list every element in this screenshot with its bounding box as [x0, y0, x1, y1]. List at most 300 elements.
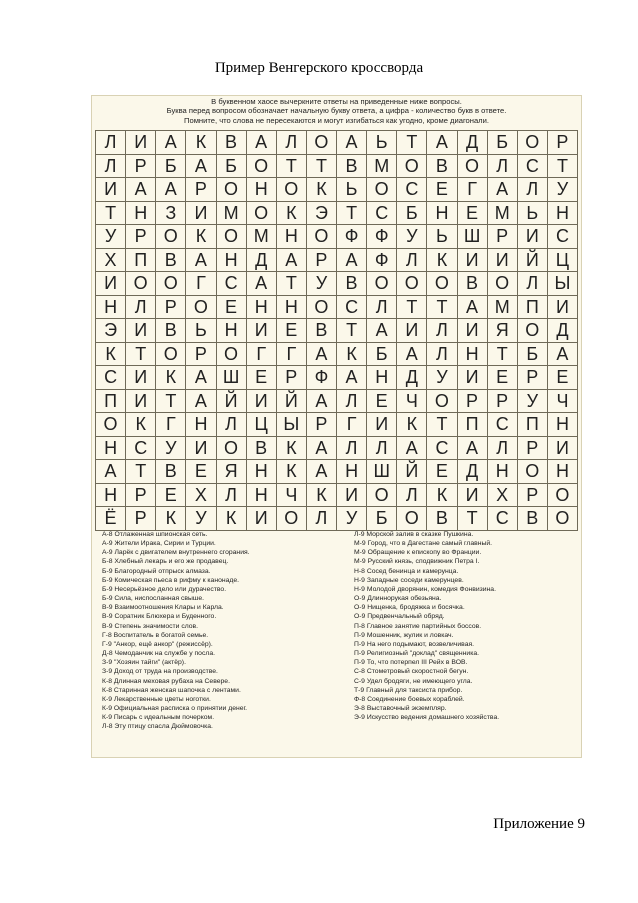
clue-item: Н-9 Молодой дворянин, комедия Фонвизина.: [354, 585, 496, 593]
clue-item: Э-8 Выставочный экземпляр.: [354, 704, 447, 712]
grid-cell: И: [186, 437, 216, 461]
clue-item: В-9 Взаимоотношения Клары и Карла.: [102, 604, 224, 612]
grid-cell: Т: [277, 155, 307, 179]
grid-cell: Д: [247, 249, 277, 273]
grid-cell: Ф: [337, 225, 367, 249]
clue-item: П-9 На него подымают, возвеличивая.: [354, 640, 475, 648]
grid-cell: У: [96, 225, 126, 249]
grid-cell: Д: [458, 460, 488, 484]
instruction-line: Буква перед вопросом обозначает начальную букву ответа, а цифра - количество букв в ответе.: [166, 106, 507, 116]
grid-cell: Ц: [548, 249, 578, 273]
grid-cell: З: [156, 202, 186, 226]
grid-cell: Л: [96, 131, 126, 155]
grid-cell: М: [367, 155, 397, 179]
grid-cell: Л: [488, 155, 518, 179]
grid-cell: Л: [488, 437, 518, 461]
grid-cell: О: [156, 343, 186, 367]
grid-cell: Р: [488, 225, 518, 249]
grid-cell: Л: [217, 413, 247, 437]
grid-cell: В: [518, 507, 548, 531]
grid-cell: Н: [247, 178, 277, 202]
clue-item: Д-8 Чемоданчик на службе у посла.: [102, 650, 215, 658]
grid-cell: И: [126, 319, 156, 343]
grid-cell: У: [156, 437, 186, 461]
grid-cell: Н: [217, 249, 247, 273]
grid-cell: Э: [96, 319, 126, 343]
grid-cell: Р: [126, 484, 156, 508]
grid-cell: Д: [548, 319, 578, 343]
grid-cell: О: [488, 272, 518, 296]
grid-cell: Р: [126, 155, 156, 179]
grid-cell: Е: [488, 366, 518, 390]
grid-cell: Н: [427, 202, 457, 226]
grid-cell: Й: [217, 390, 247, 414]
clue-item: П-9 Религиозный "доклад" священника.: [354, 650, 480, 658]
clue-item: П-8 Главное занятие партийных боссов.: [354, 622, 482, 630]
grid-cell: А: [307, 460, 337, 484]
grid-cell: Т: [96, 202, 126, 226]
grid-cell: Т: [548, 155, 578, 179]
grid-cell: Н: [247, 296, 277, 320]
grid-cell: С: [427, 437, 457, 461]
grid-cell: Н: [277, 296, 307, 320]
grid-cell: Н: [548, 413, 578, 437]
clue-item: О-9 Длиннорукая обезьяна.: [354, 595, 442, 603]
grid-cell: И: [397, 319, 427, 343]
clue-item: Л-9 Морской залив в сказке Пушкина.: [354, 531, 474, 538]
grid-cell: И: [458, 319, 488, 343]
clue-item: Э-9 Искусство ведения домашнего хозяйства.: [354, 714, 500, 722]
grid-cell: С: [548, 225, 578, 249]
grid-cell: Ч: [277, 484, 307, 508]
grid-cell: В: [427, 507, 457, 531]
grid-cell: Т: [277, 272, 307, 296]
grid-cell: О: [247, 202, 277, 226]
grid-cell: Т: [427, 296, 457, 320]
grid-cell: Л: [518, 272, 548, 296]
grid-cell: К: [186, 225, 216, 249]
grid-cell: И: [458, 484, 488, 508]
grid-cell: К: [217, 507, 247, 531]
grid-cell: Т: [488, 343, 518, 367]
grid-cell: Г: [458, 178, 488, 202]
grid-cell: Г: [186, 272, 216, 296]
grid-cell: У: [337, 507, 367, 531]
clue-item: Б-9 Сила, ниспосланная свыше.: [102, 595, 205, 603]
grid-cell: У: [186, 507, 216, 531]
grid-cell: Т: [126, 460, 156, 484]
grid-cell: Н: [277, 225, 307, 249]
grid-cell: А: [397, 343, 427, 367]
grid-cell: Л: [307, 507, 337, 531]
clue-item: П-9 Мошенник, жулик и ловкач.: [354, 631, 454, 639]
grid-cell: Я: [488, 319, 518, 343]
grid-cell: О: [397, 272, 427, 296]
clue-item: К-8 Старинная женская шапочка с лентами.: [102, 686, 241, 694]
page-title: Пример Венгерского кроссворда: [214, 60, 424, 76]
grid-cell: Х: [488, 484, 518, 508]
grid-cell: А: [458, 296, 488, 320]
grid-cell: А: [337, 366, 367, 390]
grid-cell: Ь: [427, 225, 457, 249]
grid-cell: К: [96, 343, 126, 367]
grid-cell: И: [458, 366, 488, 390]
clue-item: М-9 Город, что в Дагестане самый главный.: [354, 540, 493, 548]
grid-cell: Ё: [96, 507, 126, 531]
grid-cell: Б: [488, 131, 518, 155]
grid-cell: Е: [458, 202, 488, 226]
grid-cell: Ы: [548, 272, 578, 296]
grid-cell: П: [518, 413, 548, 437]
grid-cell: Л: [337, 437, 367, 461]
grid-cell: Р: [186, 178, 216, 202]
clue-item: Г-8 Воспитатель в богатой семье.: [102, 631, 209, 639]
clue-item: К-9 Лекарственные цветы ноготки.: [102, 695, 211, 703]
grid-cell: А: [488, 178, 518, 202]
grid-cell: А: [548, 343, 578, 367]
grid-cell: Р: [126, 225, 156, 249]
grid-cell: Р: [277, 366, 307, 390]
grid-cell: Е: [277, 319, 307, 343]
grid-cell: О: [247, 155, 277, 179]
grid-cell: К: [277, 460, 307, 484]
grid-cell: Н: [96, 437, 126, 461]
grid-cell: П: [518, 296, 548, 320]
grid-cell: У: [518, 390, 548, 414]
grid-cell: Н: [186, 413, 216, 437]
grid-cell: Ч: [548, 390, 578, 414]
grid-cell: Ш: [217, 366, 247, 390]
grid-cell: Е: [427, 460, 457, 484]
grid-cell: О: [156, 272, 186, 296]
grid-cell: О: [277, 507, 307, 531]
grid-cell: И: [488, 249, 518, 273]
grid-cell: О: [307, 131, 337, 155]
grid-cell: И: [367, 413, 397, 437]
grid-cell: Г: [337, 413, 367, 437]
grid-cell: Й: [397, 460, 427, 484]
grid-cell: А: [337, 131, 367, 155]
grid-cell: О: [518, 131, 548, 155]
grid-cell: В: [217, 131, 247, 155]
grid-cell: А: [367, 319, 397, 343]
grid-cell: Д: [397, 366, 427, 390]
clue-item: Л-8 Эту птицу спасла Дюймовочка.: [102, 723, 213, 731]
clue-item: Ф-8 Соединение боевых кораблей.: [354, 695, 465, 703]
grid-cell: О: [427, 390, 457, 414]
grid-cell: Е: [247, 366, 277, 390]
grid-cell: Н: [458, 343, 488, 367]
grid-cell: К: [277, 202, 307, 226]
grid-cell: О: [277, 178, 307, 202]
grid-cell: И: [126, 390, 156, 414]
instruction-line: В буквенном хаосе вычеркните ответы на приведенные ниже вопросы.: [211, 97, 462, 106]
grid-cell: Л: [367, 296, 397, 320]
grid-cell: С: [488, 413, 518, 437]
clue-item: В-9 Соратник Блюхера и Буденного.: [102, 613, 217, 621]
grid-cell: Р: [307, 413, 337, 437]
grid-cell: Ь: [518, 202, 548, 226]
grid-cell: Э: [307, 202, 337, 226]
grid-cell: Б: [397, 202, 427, 226]
grid-cell: К: [427, 484, 457, 508]
grid-cell: А: [307, 437, 337, 461]
grid-cell: Т: [397, 131, 427, 155]
grid-cell: Н: [548, 460, 578, 484]
grid-cell: О: [126, 272, 156, 296]
grid-cell: Б: [367, 343, 397, 367]
grid-cell: С: [397, 178, 427, 202]
grid-cell: Р: [548, 131, 578, 155]
grid-cell: Д: [458, 131, 488, 155]
grid-cell: М: [217, 202, 247, 226]
grid-cell: Р: [518, 366, 548, 390]
grid-cell: Б: [156, 155, 186, 179]
grid-cell: К: [277, 437, 307, 461]
grid-cell: Л: [337, 390, 367, 414]
grid-cell: Г: [247, 343, 277, 367]
grid-cell: О: [96, 413, 126, 437]
grid-cell: С: [518, 155, 548, 179]
grid-cell: Т: [337, 319, 367, 343]
grid-cell: П: [96, 390, 126, 414]
grid-cell: О: [217, 343, 247, 367]
grid-cell: Я: [217, 460, 247, 484]
grid-cell: Н: [126, 202, 156, 226]
grid-cell: А: [427, 131, 457, 155]
grid-cell: С: [367, 202, 397, 226]
clue-item: М-9 Русский князь, сподвижник Петра I.: [354, 558, 480, 566]
grid-cell: С: [488, 507, 518, 531]
grid-cell: Р: [126, 507, 156, 531]
clue-item: А-8 Отлаженная шпионская сеть.: [102, 531, 208, 538]
grid-cell: В: [247, 437, 277, 461]
grid-cell: Р: [488, 390, 518, 414]
grid-cell: А: [397, 437, 427, 461]
grid-cell: Л: [518, 178, 548, 202]
grid-cell: С: [96, 366, 126, 390]
grid-cell: Т: [126, 343, 156, 367]
grid-cell: К: [186, 131, 216, 155]
grid-cell: О: [367, 272, 397, 296]
grid-cell: Н: [548, 202, 578, 226]
grid-cell: А: [247, 131, 277, 155]
grid-cell: Ф: [367, 249, 397, 273]
clue-item: К-9 Официальная расписка о принятии денег.: [102, 704, 248, 712]
grid-cell: Л: [397, 249, 427, 273]
grid-cell: О: [307, 296, 337, 320]
grid-cell: И: [186, 202, 216, 226]
grid-cell: Р: [156, 296, 186, 320]
grid-cell: В: [156, 249, 186, 273]
grid-cell: Е: [427, 178, 457, 202]
grid-cell: Н: [247, 460, 277, 484]
grid-cell: А: [307, 343, 337, 367]
grid-cell: О: [367, 178, 397, 202]
clue-item: Н-9 Западные соседи камерунцев.: [354, 576, 464, 584]
grid-cell: К: [156, 366, 186, 390]
grid-cell: Е: [217, 296, 247, 320]
grid-cell: А: [186, 390, 216, 414]
grid-cell: М: [247, 225, 277, 249]
grid-cell: А: [458, 437, 488, 461]
clues-right-column: [354, 530, 572, 722]
grid-cell: О: [307, 225, 337, 249]
grid-cell: О: [518, 319, 548, 343]
grid-cell: В: [337, 272, 367, 296]
grid-cell: Л: [277, 131, 307, 155]
grid-cell: Г: [277, 343, 307, 367]
grid-cell: И: [548, 437, 578, 461]
clue-item: Г-9 "Анкор, ещё анкор" (режиссёр).: [102, 640, 213, 648]
grid-cell: М: [488, 296, 518, 320]
grid-cell: А: [307, 390, 337, 414]
grid-cell: Н: [217, 319, 247, 343]
grid-cell: О: [156, 225, 186, 249]
clue-item: Б-9 Несерьёзное дело или дурачество.: [102, 585, 227, 593]
grid-cell: И: [247, 390, 277, 414]
grid-cell: Р: [307, 249, 337, 273]
instruction-line: Помните, что слова не пересекаются и могут изгибаться как угодно, кроме диагонали.: [184, 115, 489, 125]
clue-item: С-9 Удел бродяги, не имеющего угла.: [354, 677, 473, 685]
grid-cell: К: [307, 178, 337, 202]
grid-cell: Ш: [458, 225, 488, 249]
grid-cell: И: [247, 507, 277, 531]
clue-item: С-8 Стометровый скоростной бегун.: [354, 668, 469, 676]
grid-cell: И: [126, 366, 156, 390]
grid-cell: А: [337, 249, 367, 273]
grid-cell: О: [367, 484, 397, 508]
grid-cell: Л: [126, 296, 156, 320]
grid-cell: В: [156, 319, 186, 343]
grid-cell: О: [427, 272, 457, 296]
grid-cell: Т: [397, 296, 427, 320]
grid-cell: Б: [518, 343, 548, 367]
grid-cell: О: [186, 296, 216, 320]
grid-cell: О: [397, 507, 427, 531]
appendix-label: Приложение 9: [493, 816, 585, 832]
grid-cell: Н: [488, 460, 518, 484]
clue-item: О-9 Предвенчальный обряд.: [354, 613, 445, 621]
grid-cell: У: [427, 366, 457, 390]
grid-cell: Л: [397, 484, 427, 508]
grid-cell: Г: [156, 413, 186, 437]
grid-cell: Б: [367, 507, 397, 531]
grid-cell: Т: [337, 202, 367, 226]
grid-cell: Т: [156, 390, 186, 414]
clue-item: З-9 Доход от труда на производстве.: [102, 668, 218, 676]
grid-cell: Б: [217, 155, 247, 179]
grid-cell: Л: [427, 343, 457, 367]
grid-cell: У: [397, 225, 427, 249]
clue-item: А-9 Ларёк с двигателем внутреннего сгорания.: [102, 549, 250, 557]
clue-item: Б-8 Хлебный лекарь и его же продавец.: [102, 558, 229, 566]
grid-cell: К: [307, 484, 337, 508]
grid-cell: Н: [367, 366, 397, 390]
grid-cell: К: [427, 249, 457, 273]
grid-cell: О: [548, 484, 578, 508]
grid-cell: В: [156, 460, 186, 484]
instructions: [92, 97, 581, 125]
grid-cell: Е: [367, 390, 397, 414]
clue-item: З-9 "Хозяин тайги" (актёр).: [102, 659, 186, 667]
grid-cell: Ш: [367, 460, 397, 484]
grid-cell: Н: [96, 484, 126, 508]
grid-cell: А: [186, 155, 216, 179]
clue-item: М-9 Обращение к епископу во Франции.: [354, 549, 482, 557]
grid-cell: У: [548, 178, 578, 202]
grid-cell: Ф: [307, 366, 337, 390]
grid-cell: О: [458, 155, 488, 179]
clue-item: Б-9 Благородный отпрыск алмаза.: [102, 567, 211, 575]
grid-cell: Ц: [247, 413, 277, 437]
grid-cell: А: [96, 460, 126, 484]
grid-cell: М: [488, 202, 518, 226]
grid-cell: Т: [458, 507, 488, 531]
grid-cell: Н: [96, 296, 126, 320]
grid-cell: Н: [337, 460, 367, 484]
grid-cell: Р: [186, 343, 216, 367]
grid-cell: Й: [277, 390, 307, 414]
grid-cell: И: [96, 272, 126, 296]
grid-cell: В: [427, 155, 457, 179]
clue-item: О-9 Нищенка, бродяжка и босячка.: [354, 604, 465, 612]
grid-cell: Ь: [367, 131, 397, 155]
grid-cell: П: [458, 413, 488, 437]
grid-cell: Й: [518, 249, 548, 273]
grid-cell: И: [126, 131, 156, 155]
grid-cell: Е: [186, 460, 216, 484]
grid-cell: А: [126, 178, 156, 202]
clue-item: Б-9 Комическая пьеса в рифму к канонаде.: [102, 576, 240, 584]
grid-cell: Т: [307, 155, 337, 179]
grid-cell: А: [277, 249, 307, 273]
grid-cell: В: [337, 155, 367, 179]
grid-cell: Л: [427, 319, 457, 343]
grid-cell: Х: [186, 484, 216, 508]
clue-item: П-9 То, что потерпел III Рейх в ВОВ.: [354, 659, 468, 667]
grid-cell: И: [96, 178, 126, 202]
grid-cell: Е: [548, 366, 578, 390]
grid-cell: К: [397, 413, 427, 437]
crossword-panel: [91, 95, 582, 758]
grid-cell: В: [307, 319, 337, 343]
grid-cell: Ф: [367, 225, 397, 249]
grid-cell: И: [247, 319, 277, 343]
grid-cell: Ы: [277, 413, 307, 437]
grid-cell: У: [307, 272, 337, 296]
grid-cell: А: [156, 131, 186, 155]
clue-item: Т-9 Главный для таксиста прибор.: [354, 686, 463, 694]
clues-left-column: [102, 530, 342, 731]
grid-cell: И: [548, 296, 578, 320]
grid-cell: Л: [96, 155, 126, 179]
grid-cell: О: [548, 507, 578, 531]
clue-item: А-9 Жители Ирака, Сирии и Турции.: [102, 540, 216, 548]
grid-cell: Л: [367, 437, 397, 461]
grid-cell: О: [217, 178, 247, 202]
grid-cell: Л: [217, 484, 247, 508]
grid-cell: А: [247, 272, 277, 296]
grid-cell: Ь: [337, 178, 367, 202]
clue-item: К-8 Длинная меховая рубаха на Севере.: [102, 677, 230, 685]
grid-cell: И: [458, 249, 488, 273]
grid-cell: А: [156, 178, 186, 202]
grid-cell: О: [217, 437, 247, 461]
grid-cell: О: [397, 155, 427, 179]
grid-cell: П: [126, 249, 156, 273]
grid-cell: Р: [518, 437, 548, 461]
